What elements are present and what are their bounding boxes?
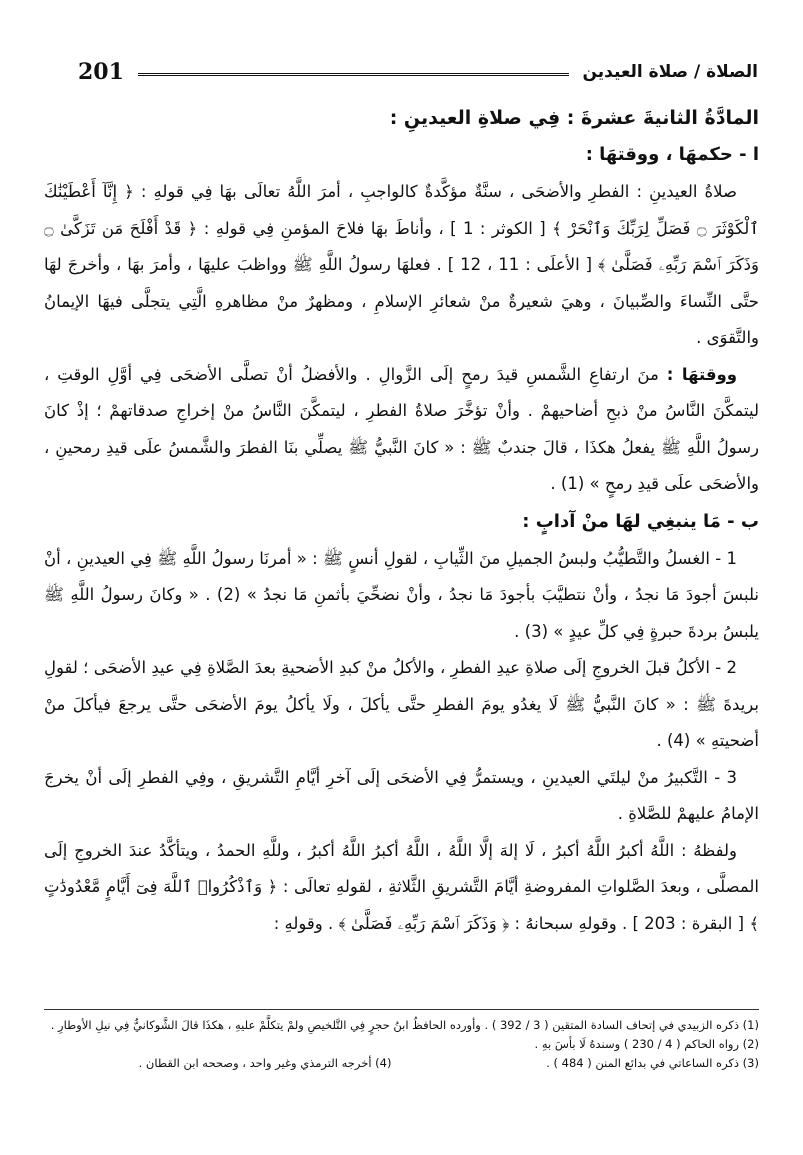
- paragraph-takbir-wording: ولفظهُ : اللَّهُ أكبرُ اللَّهُ أكبرُ ، لَا إلهَ إلَّا اللَّهُ ، اللَّهُ أكبرُ اللَّهُ أكبرُ ، وللَّهِ الحمدُ ، ويتأكَّدُ عندَ الخروجِ إلَى المصلَّى ، وبعدَ الصَّلواتِ المفروضةِ أيَّامَ التَّشريقِ الثَّلاثةِ ، لقولهِ تعالَى : ﴿ وَٱذْكُرُوا۟ ٱللَّهَ فِىٓ أَيَّامٍ مَّعْدُودَٰتٍ ﴾ [ البقرة : 203 ] . وقولهِ سبحانهُ : ﴿ وَذَكَرَ ٱسْمَ رَبِّهِۦ فَصَلَّىٰ ﴾ . وقولهِ :: [44, 840, 759, 933]
- running-title: الصلاة / صلاة العيدين: [582, 62, 758, 82]
- footnote-row: [44, 1054, 759, 1073]
- paragraph-timing: [44, 357, 759, 503]
- page-header: [78, 56, 758, 88]
- paragraph-etiquette-2: 2 - الأكلُ قبلَ الخروجِ إلَى صلاةِ عيدِ الفطرِ ، والأكلُ منْ كبدِ الأضحيةِ بعدَ الصَّلاةِ فِي عيدِ الأضحَى ؛ لقولِ بريدةَ ﷺ : « كانَ النَّبيُّ ﷺ لَا يغدُو يومَ الفطرِ حتَّى يأكلَ ، ولَا يأكلُ يومَ الأضحَى حتَّى يرجعَ فيأكلَ منْ أضحيتهِ » (4) .: [44, 658, 759, 750]
- chapter-heading: المادَّةُ الثانيةَ عشرةَ : فِي صلاةِ العيدينِ :: [389, 107, 759, 129]
- footnote-4: (4) أخرجه الترمذي وغير واحد ، وصححه ابن القطان .: [138, 1056, 392, 1070]
- footnote-3: (3) ذكره الساعاتي في بدائع المنن ( 484 ) .: [546, 1056, 759, 1070]
- paragraph-etiquette-3: 3 - التَّكبيرُ منْ ليلتَي العيدينِ ، ويستمرُّ فِي الأضحَى إلَى آخرِ أيَّامِ التَّشريقِ ، وفِي الفطرِ إلَى أنْ يخرجَ الإمامُ عليهمْ للصَّلاةِ .: [44, 767, 759, 823]
- paragraph-ruling: صلاةُ العيدينِ : الفطرِ والأضحَى ، سنَّةٌ مؤكَّدةٌ كالواجبِ ، أمرَ اللَّهُ تعالَى بهَا فِي قولهِ : ﴿ إِنَّآ أَعْطَيْنَٰكَ ٱلْكَوْثَرَ ۝ فَصَلِّ لِرَبِّكَ وَٱنْحَرْ ﴾ [ الكوثر : 1 ] ، وأناطَ بهَا فلاحَ المؤمنِ فِي قولهِ : ﴿ قَدْ أَفْلَحَ مَن تَزَكَّىٰ ۝ وَذَكَرَ ٱسْمَ رَبِّهِۦ فَصَلَّىٰ ﴾ [ الأعلَى : 11 ، 12 ] . فعلهَا رسولُ اللَّهِ ﷺ وواظبَ عليهَا ، وأمرَ بهَا ، وأخرجَ لهَا حتَّى النِّساءَ والصِّبيانَ ، وهيَ شعيرةٌ منْ شعائرِ الإسلامِ ، ومظهرٌ منْ مظاهرهِ الَّتِي يتجلَّى فيهَا الإيمانُ والتَّقوَى .: [44, 182, 759, 347]
- section-heading-b: ب - مَا ينبغِي لهَا منْ آدابٍ :: [522, 510, 759, 532]
- paragraph-etiquette-1: 1 - الغسلُ والتَّطيُّبُ ولبسُ الجميلِ منَ الثِّيابِ ، لقولِ أنسٍ ﷺ : « أمرنَا رسولُ اللَّهِ ﷺ فِي العيدينِ ، أنْ نلبسَ أجودَ مَا نجدُ ، وأنْ نتطيَّبَ بأجودَ مَا نجدُ ، وأنْ نضحِّيَ بأثمنِ مَا نجدُ » (2) . « وكانَ رسولُ اللَّهِ ﷺ يلبسُ بردةَ حبرةٍ فِي كلِّ عيدٍ » (3) .: [44, 548, 760, 641]
- page-number: 201: [78, 59, 124, 85]
- footnotes: [44, 1009, 759, 1073]
- main-text: [44, 96, 759, 942]
- footnote-2: (2) رواه الحاكم ( 4 / 230 ) وسندهُ لَا بأسَ بهِ .: [534, 1037, 759, 1051]
- timing-lead: ووقتهَا :: [666, 364, 738, 384]
- timing-text: منَ ارتفاعِ الشَّمسِ قيدَ رمحٍ إلَى الزَّوالِ . والأفضلُ أنْ تصلَّى الأضحَى فِي أوَّلِ الوقتِ ، ليتمكَّنَ النَّاسُ منْ ذبحِ أضاحيهمْ . وأنْ تؤخَّرَ صلاةُ الفطرِ ، ليتمكَّنَ النَّاسُ منْ إخراجِ صدقاتهمْ ؛ إذْ كانَ رسولُ اللَّهِ ﷺ يفعلُ هكذَا ، قالَ جندبٌ ﷺ : « كانَ النَّبيُّ ﷺ يصلِّي بنَا الفطرَ والشَّمسُ علَى قيدِ رمحينِ ، والأضحَى علَى قيدِ رمحٍ » (1) .: [44, 364, 759, 493]
- section-heading-a: ا - حكمهَا ، ووقتهَا :: [585, 144, 759, 165]
- header-rule: [138, 73, 569, 76]
- footnote-1: (1) ذكره الزبيدي في إتحاف السادة المتقين ( 3 / 392 ) . وأورده الحافظُ ابنُ حجرٍ فِي التَّلخيصِ ولمْ يتكلَّمْ عليهِ ، هكذَا قالَ الشَّوكانيُّ فِي نيلِ الأوطارِ .: [50, 1018, 759, 1032]
